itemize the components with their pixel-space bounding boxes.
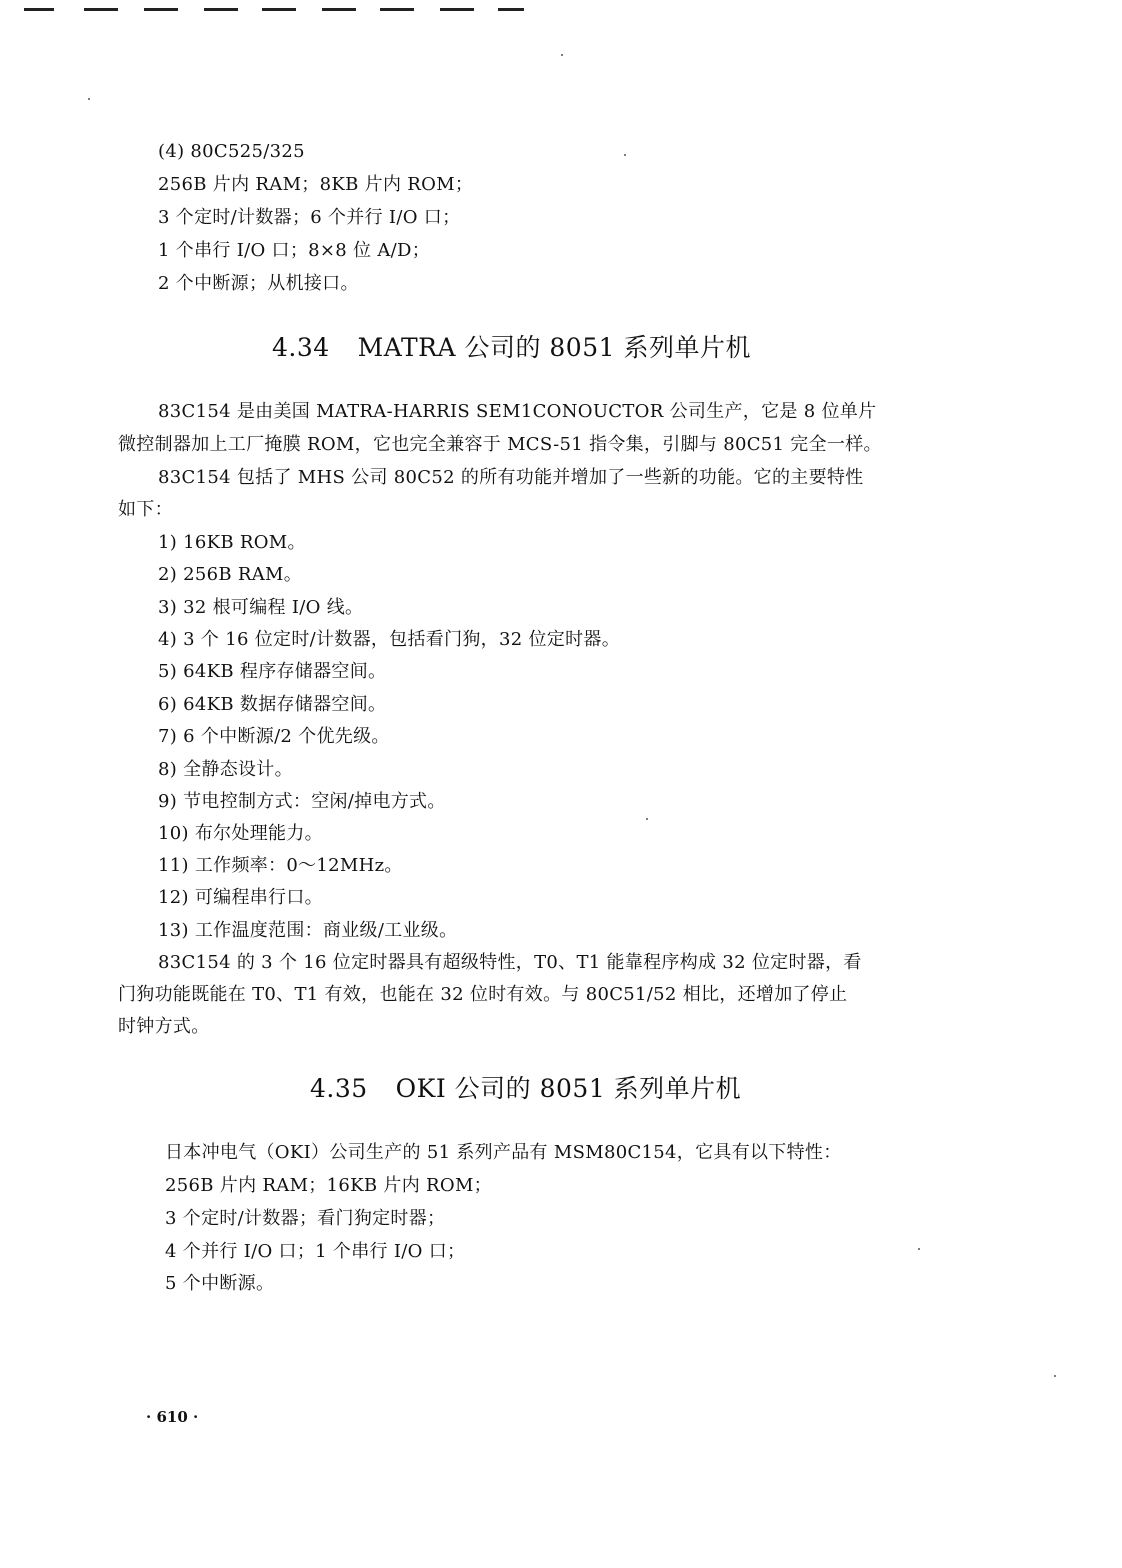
paragraph-line: 时钟方式。 xyxy=(118,1016,210,1037)
spec-line: 4 个并行 I/O 口；1 个串行 I/O 口； xyxy=(165,1241,466,1262)
scan-speck xyxy=(918,1248,920,1250)
section-title: MATRA 公司的 8051 系列单片机 xyxy=(357,333,751,362)
spec-line: 256B 片内 RAM；8KB 片内 ROM； xyxy=(158,174,474,195)
scan-speck xyxy=(624,154,626,156)
paragraph-line: 门狗功能既能在 T0、T1 有效，也能在 32 位时有效。与 80C51/52 相比，还增加了停止 xyxy=(118,984,848,1005)
list-item: 11) 工作频率：0～12MHz。 xyxy=(158,855,403,876)
list-item: 3) 32 根可编程 I/O 线。 xyxy=(158,597,364,618)
list-item: 13) 工作温度范围：商业级/工业级。 xyxy=(158,920,458,941)
list-item: 10) 布尔处理能力。 xyxy=(158,823,323,844)
list-item: 5) 64KB 程序存储器空间。 xyxy=(158,661,387,682)
spec-line: 256B 片内 RAM；16KB 片内 ROM； xyxy=(165,1175,492,1196)
section-title: OKI 公司的 8051 系列单片机 xyxy=(395,1074,742,1103)
scan-edge-marks xyxy=(0,0,560,14)
section-heading-4-34 xyxy=(272,332,751,364)
section-number: 4.35 xyxy=(310,1074,368,1103)
paragraph-line: 83C154 的 3 个 16 位定时器具有超级特性，T0、T1 能靠程序构成 32 位定时器，看 xyxy=(158,952,862,973)
paragraph-line: 83C154 包括了 MHS 公司 80C52 的所有功能并增加了一些新的功能。它的主要特性 xyxy=(158,467,864,488)
scan-speck xyxy=(1054,1375,1056,1377)
paragraph-line: 日本冲电气（OKI）公司生产的 51 系列产品有 MSM80C154，它具有以下特性： xyxy=(165,1142,842,1163)
section-number: 4.34 xyxy=(272,333,330,362)
scan-speck xyxy=(561,54,563,56)
list-item: 6) 64KB 数据存储器空间。 xyxy=(158,694,387,715)
spec-line: 1 个串行 I/O 口；8×8 位 A/D； xyxy=(158,240,431,261)
spec-line: 3 个定时/计数器；6 个并行 I/O 口； xyxy=(158,207,461,228)
scan-speck xyxy=(88,98,90,100)
spec-line: 5 个中断源。 xyxy=(165,1273,275,1294)
scan-speck xyxy=(646,818,648,820)
paragraph-line: 如下： xyxy=(118,499,173,520)
list-item: 1) 16KB ROM。 xyxy=(158,532,306,553)
list-item: 2) 256B RAM。 xyxy=(158,564,303,585)
list-item: 4) 3 个 16 位定时/计数器，包括看门狗，32 位定时器。 xyxy=(158,629,621,650)
paragraph-line: 83C154 是由美国 MATRA-HARRIS SEM1CONOUCTOR 公司生产，它是 8 位单片 xyxy=(158,401,877,422)
list-item: 12) 可编程串行口。 xyxy=(158,887,323,908)
section-heading-4-35 xyxy=(310,1073,741,1105)
spec-line: 3 个定时/计数器；看门狗定时器； xyxy=(165,1208,446,1229)
spec-line: 2 个中断源；从机接口。 xyxy=(158,273,359,294)
list-item: 9) 节电控制方式：空闲/掉电方式。 xyxy=(158,791,446,812)
paragraph-line: 微控制器加上工厂掩膜 ROM，它也完全兼容于 MCS-51 指令集，引脚与 80C51 完全一样。 xyxy=(118,434,882,455)
list-item: 8) 全静态设计。 xyxy=(158,759,293,780)
list-item: 7) 6 个中断源/2 个优先级。 xyxy=(158,726,390,747)
page-number: · 610 · xyxy=(146,1408,199,1426)
spec-block-title: (4) 80C525/325 xyxy=(158,141,305,162)
